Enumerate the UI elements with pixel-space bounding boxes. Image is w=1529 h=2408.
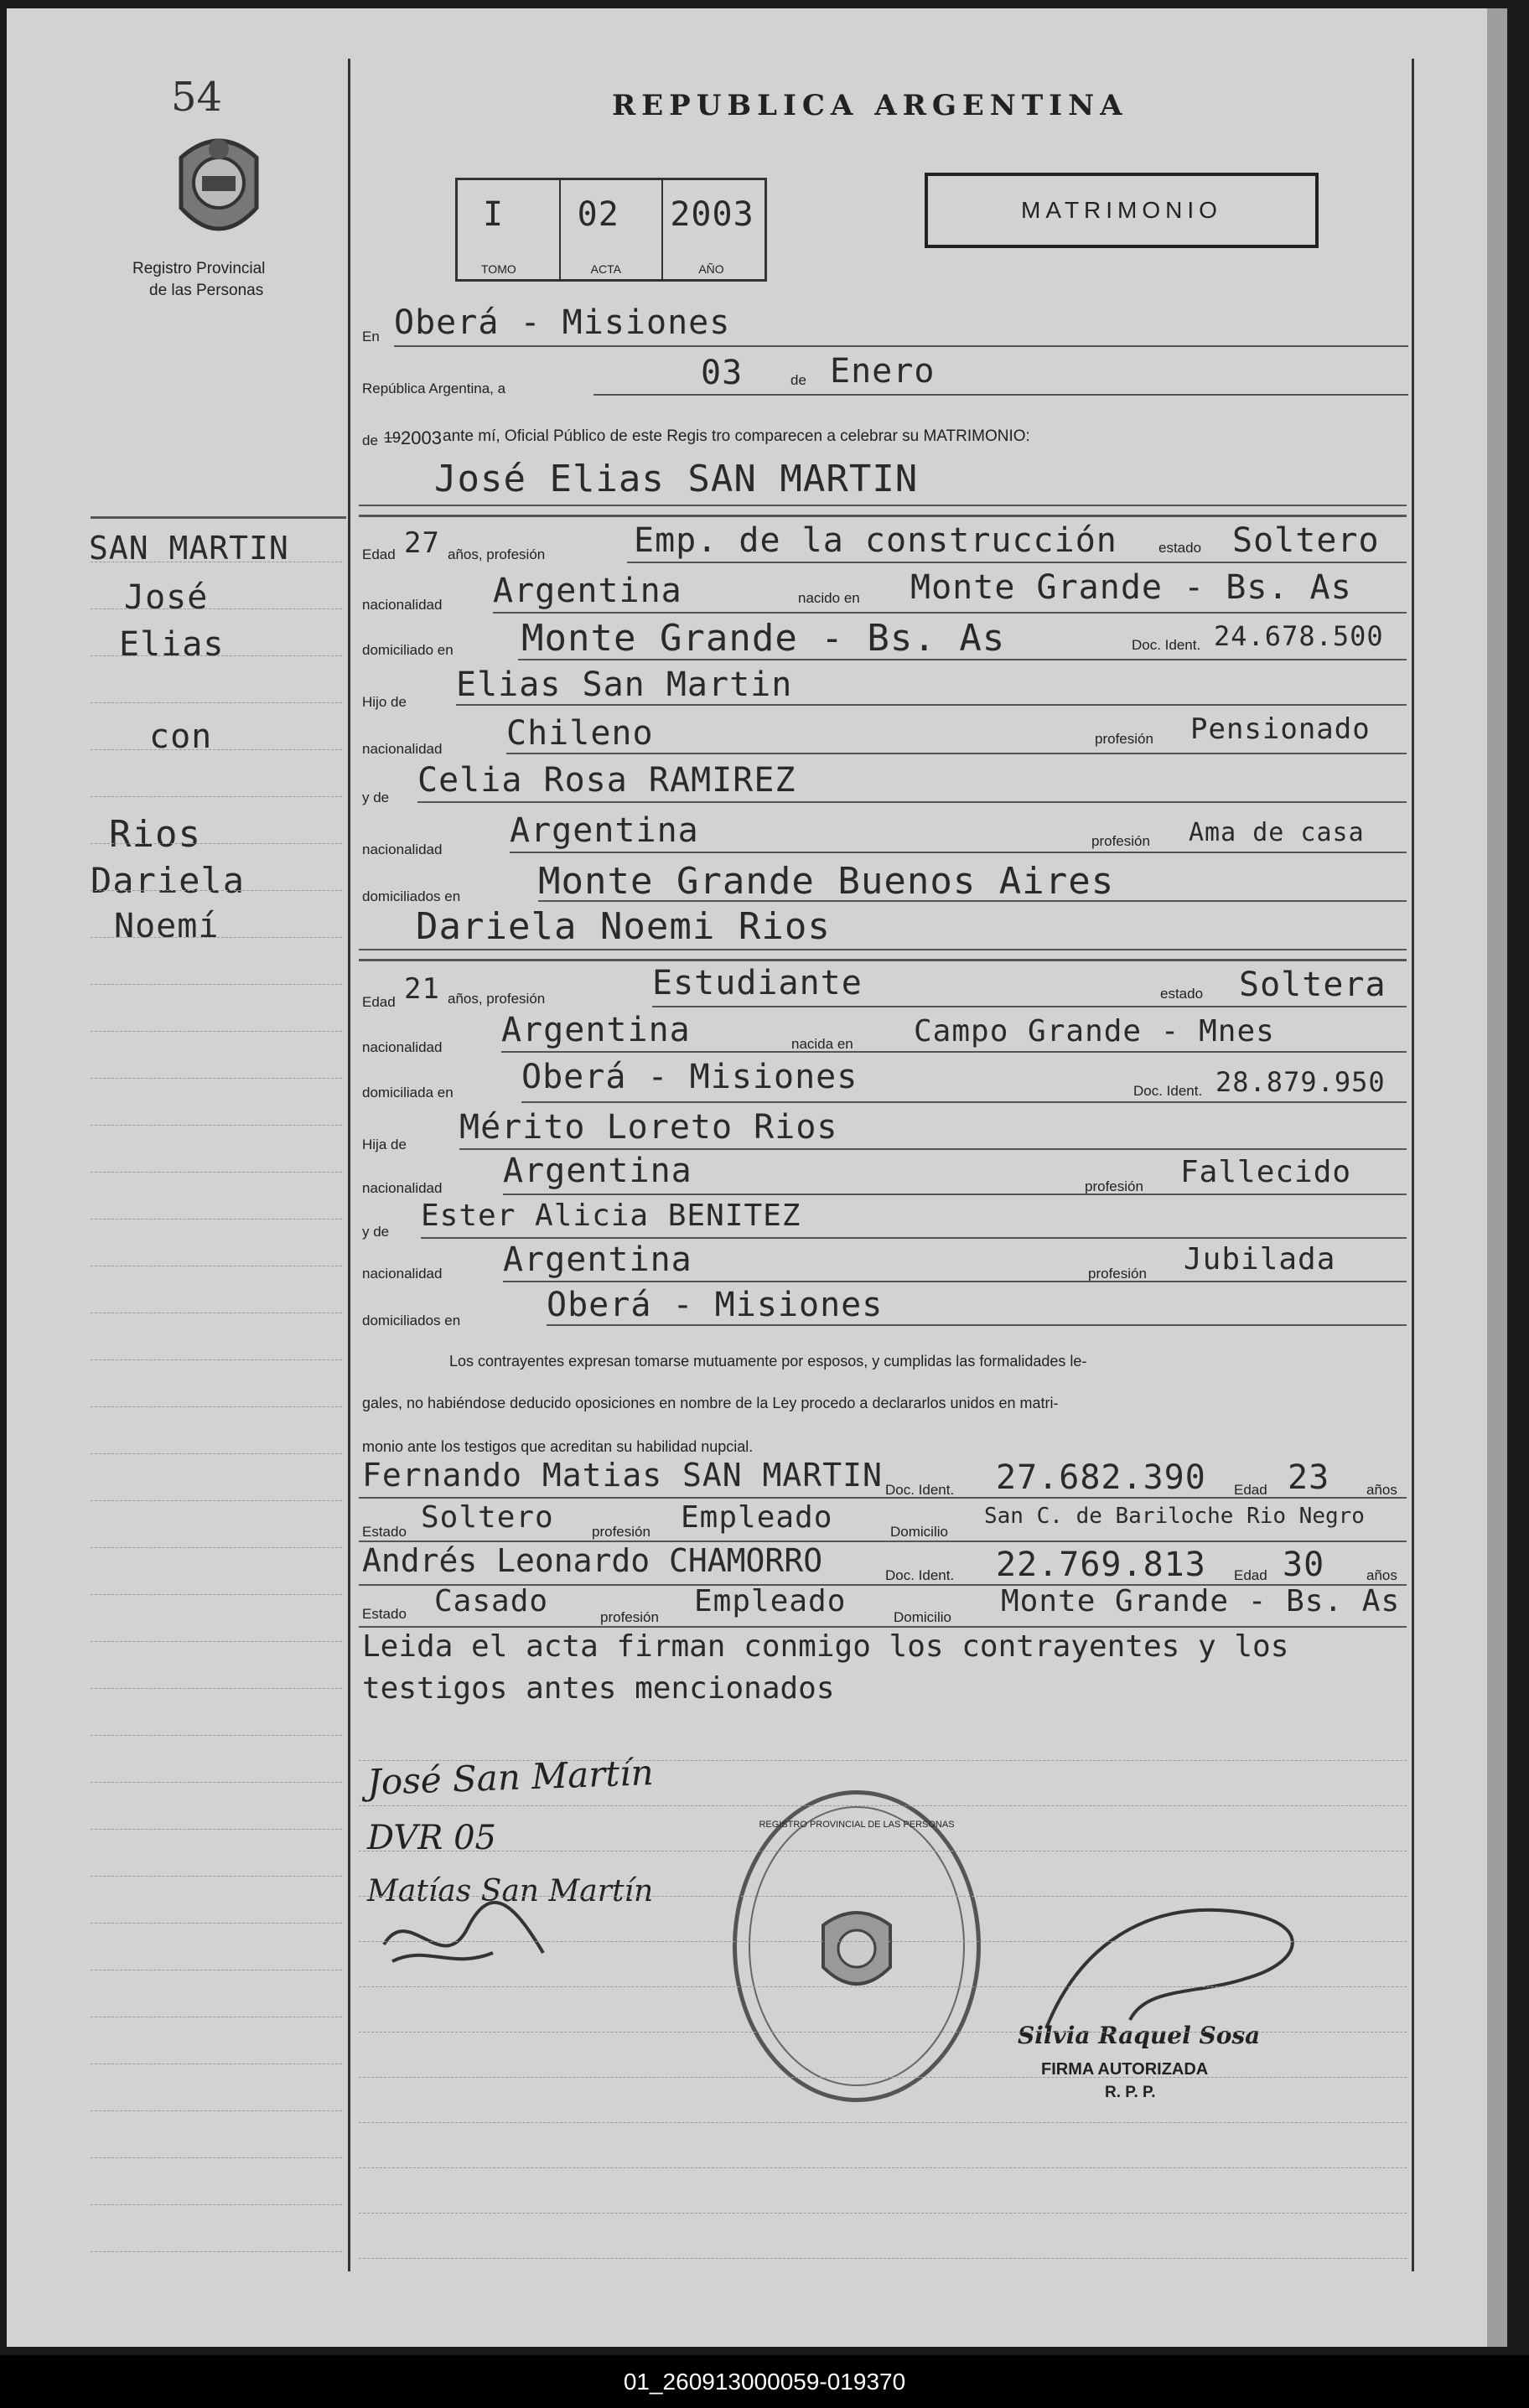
bride-madre-prof-label: profesión <box>1088 1266 1147 1282</box>
republica-label: República Argentina, a <box>362 381 506 396</box>
official-title: FIRMA AUTORIZADA <box>1041 2060 1209 2079</box>
witness1-estado-label: Estado <box>362 1524 407 1540</box>
margin-bride-surname: Rios <box>109 813 201 856</box>
witness2-edad-label: Edad <box>1234 1567 1267 1583</box>
groom-doc-label: Doc. Ident. <box>1132 637 1201 653</box>
margin-con: con <box>149 717 213 756</box>
bride-padre-nac-label: nacionalidad <box>362 1180 443 1196</box>
groom-madre: Celia Rosa RAMIREZ <box>417 761 796 800</box>
margin-rule <box>91 1735 342 1736</box>
bride-profesion: Estudiante <box>652 964 863 1002</box>
witness1-name: Fernando Matias SAN MARTIN <box>362 1457 883 1494</box>
witness2-prof: Empleado <box>694 1584 847 1618</box>
country-heading: REPUBLICA ARGENTINA <box>612 89 1128 122</box>
margin-groom-name1: José <box>124 578 209 617</box>
record-type-label: MATRIMONIO <box>1021 197 1222 223</box>
bride-padres-dom-label: domiciliados en <box>362 1313 461 1328</box>
margin-rule <box>91 1219 342 1220</box>
witness2-anos-label: años <box>1366 1567 1397 1583</box>
witness2-edad: 30 <box>1283 1546 1325 1584</box>
margin-rule <box>91 796 342 797</box>
bride-doc: 28.879.950 <box>1215 1066 1386 1098</box>
de-label: de <box>790 372 806 388</box>
groom-padres-dom: Monte Grande Buenos Aires <box>538 860 1115 903</box>
margin-rule <box>91 1078 342 1079</box>
groom-madre-nac-label: nacionalidad <box>362 842 443 857</box>
groom-madre-prof: Ama de casa <box>1189 818 1365 847</box>
groom-profesion: Emp. de la construcción <box>634 521 1117 560</box>
record-type-box <box>925 173 1319 248</box>
official-signature <box>1029 1894 1314 2037</box>
witness1-prof-label: profesión <box>592 1524 650 1540</box>
bride-nacida-label: nacida en <box>791 1036 853 1052</box>
margin-rule <box>91 843 342 844</box>
margin-rule <box>91 2110 342 2111</box>
witness2-doc: 22.769.813 <box>996 1546 1206 1584</box>
de2-label: de <box>362 432 378 448</box>
groom-domicilio: Monte Grande - Bs. As <box>521 617 1006 660</box>
groom-padre-prof: Pensionado <box>1190 712 1371 746</box>
witness1-dom-label: Domicilio <box>890 1524 948 1540</box>
registry-name-line1: Registro Provincial <box>132 260 266 277</box>
groom-padre-nac: Chileno <box>506 714 654 753</box>
bride-anos-label: años, profesión <box>448 991 546 1007</box>
month-value: Enero <box>830 352 936 391</box>
groom-nacido-label: nacido en <box>798 590 860 606</box>
official-name: Silvia Raquel Sosa <box>1018 2022 1261 2049</box>
body-rule <box>359 2213 1407 2214</box>
margin-rule <box>91 1923 342 1924</box>
witness1-domicilio: San C. de Bariloche Rio Negro <box>984 1504 1365 1529</box>
bride-padre-prof: Fallecido <box>1180 1155 1352 1189</box>
body-rule <box>359 2077 1407 2078</box>
margin-groom-name2: Elias <box>119 625 225 664</box>
bride-dom-label: domiciliada en <box>362 1085 454 1100</box>
witness2-doc-label: Doc. Ident. <box>885 1567 955 1583</box>
bride-madre-nac: Argentina <box>503 1240 692 1279</box>
groom-nac: Argentina <box>493 572 682 610</box>
witness1-edad: 23 <box>1288 1458 1330 1497</box>
groom-padre: Elias San Martin <box>456 665 793 704</box>
official-abbr: R. P. P. <box>1105 2084 1156 2101</box>
groom-edad-label: Edad <box>362 546 396 562</box>
margin-rule <box>91 1125 342 1126</box>
bride-madre: Ester Alicia BENITEZ <box>421 1199 801 1233</box>
body-rule <box>359 1805 1407 1806</box>
groom-doc: 24.678.500 <box>1214 620 1384 652</box>
acta-value: 02 <box>577 195 619 234</box>
margin-rule <box>91 1688 342 1689</box>
bride-domicilio: Oberá - Misiones <box>521 1058 858 1096</box>
margin-rule <box>91 2157 342 2158</box>
witness1-doc: 27.682.390 <box>996 1458 1206 1497</box>
groom-dom-label: domiciliado en <box>362 642 454 658</box>
image-id-footer: 01_260913000059-019370 <box>0 2355 1529 2408</box>
witness1-edad-label: Edad <box>1234 1482 1267 1498</box>
margin-rule <box>91 1406 342 1407</box>
margin-rule <box>91 1172 342 1173</box>
coat-of-arms-emblem <box>164 124 273 250</box>
margin-rule <box>91 608 342 609</box>
margin-rule <box>91 937 342 938</box>
ref-table <box>455 178 767 282</box>
witness1-anos-label: años <box>1366 1482 1397 1498</box>
witness2-domicilio: Monte Grande - Bs. As <box>1001 1584 1401 1618</box>
bride-madre-nac-label: nacionalidad <box>362 1266 443 1282</box>
body-rule <box>359 1941 1407 1942</box>
place-value: Oberá - Misiones <box>394 303 731 342</box>
body-rule <box>359 1896 1407 1897</box>
groom-padres-dom-label: domiciliados en <box>362 888 461 904</box>
groom-nacido: Monte Grande - Bs. As <box>910 568 1352 607</box>
en-label: En <box>362 329 380 344</box>
groom-madre-nac: Argentina <box>510 811 699 850</box>
bride-nacida: Campo Grande - Mnes <box>914 1014 1275 1049</box>
groom-padre-prof-label: profesión <box>1095 731 1153 747</box>
bride-nac: Argentina <box>501 1011 691 1049</box>
bride-nac-label: nacionalidad <box>362 1039 443 1055</box>
declaration-line2: gales, no habiéndose deducido oposiciones en nombre de la Ley procedo a declararlos unidos en matri- <box>362 1395 1059 1411</box>
seal-text: REGISTRO PROVINCIAL DE LAS PERSONAS <box>759 1820 955 1830</box>
margin-rule <box>91 1876 342 1877</box>
margin-rule <box>91 2251 342 2252</box>
margin-rule <box>91 1829 342 1830</box>
bride-yde-label: y de <box>362 1224 390 1240</box>
bride-padre-nac: Argentina <box>503 1152 692 1190</box>
groom-estado: Soltero <box>1232 521 1380 560</box>
declaration-line1: Los contrayentes expresan tomarse mutuamente por esposos, y cumplidas las formalidades le- <box>449 1353 1087 1370</box>
body-rule <box>359 2258 1407 2259</box>
ano-value: 2003 <box>670 195 754 234</box>
bride-full-name: Dariela Noemi Rios <box>416 905 831 948</box>
document-page <box>7 8 1507 2347</box>
year-value: 2003 <box>401 427 442 448</box>
margin-rule <box>91 1453 342 1454</box>
groom-full-name: José Elias SAN MARTIN <box>434 458 919 500</box>
body-rule <box>359 1986 1407 1987</box>
witness2-estado-label: Estado <box>362 1606 407 1622</box>
margin-rule <box>91 655 342 656</box>
signature-witness: Matías San Martín <box>367 1874 654 1908</box>
margin-bride-name2: Noemí <box>114 907 220 945</box>
signature-groom: José San Martín <box>366 1752 655 1803</box>
bride-madre-prof: Jubilada <box>1184 1242 1336 1276</box>
bride-doc-label: Doc. Ident. <box>1133 1083 1203 1099</box>
groom-hijo-label: Hijo de <box>362 694 407 710</box>
margin-rule <box>91 749 342 750</box>
declaration-line3: monio ante los testigos que acreditan su habilidad nupcial. <box>362 1438 754 1455</box>
bride-padres-dom: Oberá - Misiones <box>547 1286 884 1324</box>
bride-estado-label: estado <box>1160 986 1204 1002</box>
ano-label: AÑO <box>698 262 724 276</box>
margin-rule <box>91 1782 342 1783</box>
margin-rule <box>91 1547 342 1548</box>
margin-rule <box>91 2204 342 2205</box>
groom-estado-label: estado <box>1158 540 1202 556</box>
witness2-estado: Casado <box>434 1584 549 1618</box>
margin-rule <box>91 1594 342 1595</box>
right-frame-line <box>1412 59 1414 2271</box>
margin-rule <box>91 1500 342 1501</box>
registry-name-line2: de las Personas <box>149 282 264 299</box>
year-struck: 19 <box>384 429 402 446</box>
body-rule <box>359 2032 1407 2033</box>
body-rule <box>359 2167 1407 2168</box>
margin-bride-name1: Dariela <box>91 860 246 901</box>
body-rule <box>359 1760 1407 1761</box>
groom-yde-label: y de <box>362 790 390 805</box>
day-value: 03 <box>701 354 744 392</box>
closing-line2: testigos antes mencionados <box>362 1671 835 1706</box>
seal-emblem <box>811 1900 903 2001</box>
official-seal <box>733 1790 981 2102</box>
margin-rule <box>91 1641 342 1642</box>
witness2-dom-label: Domicilio <box>894 1609 951 1625</box>
closing-line1: Leida el acta firman conmigo los contrayentes y los <box>362 1629 1289 1664</box>
margin-rule <box>91 1359 342 1360</box>
signature-bride: DVR 05 <box>367 1819 496 1857</box>
witness2-prof-label: profesión <box>600 1609 659 1625</box>
groom-edad: 27 <box>404 526 440 560</box>
bride-estado: Soltera <box>1239 966 1386 1004</box>
margin-rule <box>91 702 342 703</box>
witness1-estado: Soltero <box>421 1500 554 1535</box>
bride-edad: 21 <box>404 972 440 1006</box>
groom-madre-prof-label: profesión <box>1091 833 1150 849</box>
witness2-name: Andrés Leonardo CHAMORRO <box>362 1542 823 1579</box>
bride-edad-label: Edad <box>362 994 396 1010</box>
margin-groom-surname: SAN MARTIN <box>89 530 289 567</box>
margin-rule <box>91 1031 342 1032</box>
intro-text: ante mí, Oficial Público de este Regis tro comparecen a celebrar su MATRIMONIO: <box>443 427 1030 445</box>
body-rule <box>359 2122 1407 2123</box>
bride-padre-prof-label: profesión <box>1085 1178 1143 1194</box>
tomo-value: I <box>483 195 505 234</box>
groom-padre-nac-label: nacionalidad <box>362 741 443 757</box>
witness1-doc-label: Doc. Ident. <box>885 1482 955 1498</box>
bride-padre: Mérito Loreto Rios <box>459 1108 838 1147</box>
bride-hija-label: Hija de <box>362 1137 407 1152</box>
groom-nac-label: nacionalidad <box>362 597 443 613</box>
tomo-label: TOMO <box>481 262 516 276</box>
margin-rule <box>91 984 342 985</box>
left-frame-line <box>348 59 350 2271</box>
witness1-prof: Empleado <box>681 1500 833 1535</box>
signature-scribble <box>376 1894 560 1986</box>
page-number: 54 <box>171 74 223 121</box>
acta-label: ACTA <box>590 262 621 276</box>
groom-anos-label: años, profesión <box>448 546 546 562</box>
margin-rule <box>91 890 342 891</box>
